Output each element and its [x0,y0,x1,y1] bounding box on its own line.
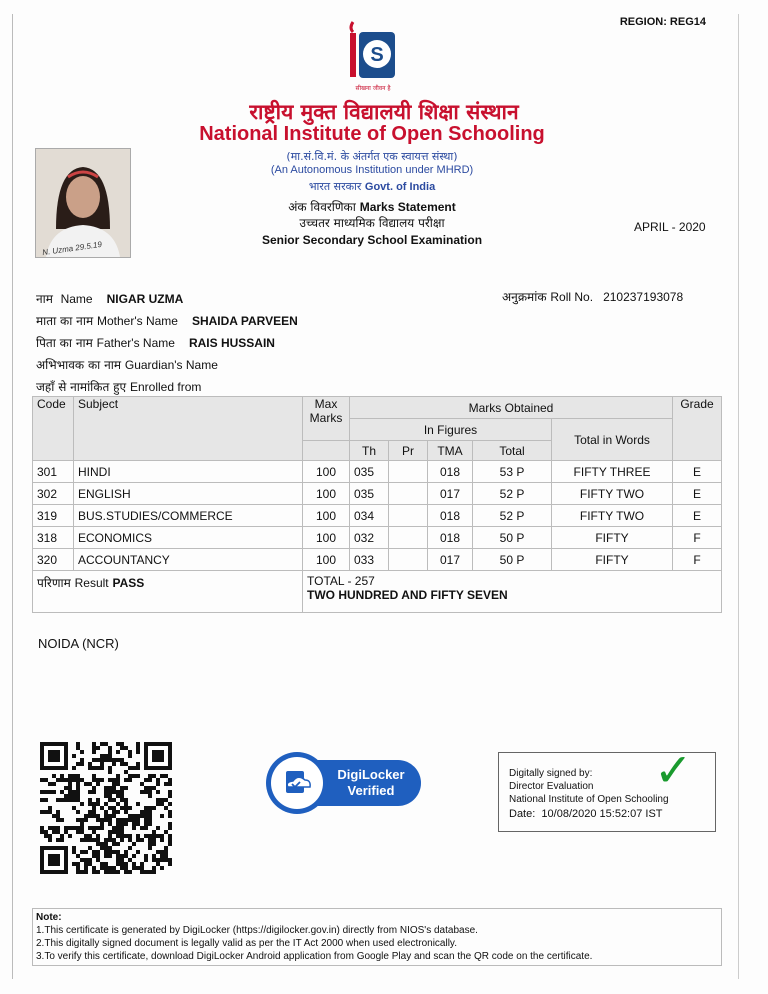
cell-total-words: FIFTY TWO [552,505,673,527]
candidate-photo [35,148,131,258]
cell-max-marks: 100 [303,505,350,527]
photo-signature: N. Uzma 29.5.19 [41,239,103,258]
col-code-header: Code [33,397,74,461]
cell-grade: E [673,483,722,505]
total-marks: TOTAL - 257 [307,574,375,588]
qr-finder-pattern [40,742,68,770]
cell-theory: 032 [350,527,389,549]
cell-max-marks: 100 [303,527,350,549]
col-max-header: Max Marks [303,397,350,441]
exam-session: APRIL - 2020 [634,220,706,234]
result-value: PASS [112,576,145,590]
govt-english: Govt. of India [364,181,436,193]
cell-grade: E [673,505,722,527]
total-cell [303,571,722,613]
photo-portrait [36,149,130,257]
cell-max-marks: 100 [303,483,350,505]
mother-name: SHAIDA PARVEEN [191,314,298,328]
signer-title: Director Evaluation [509,781,594,792]
table-row [33,527,722,549]
exam-name-hindi: उच्चतर माध्यमिक विद्यालय परीक्षा [299,216,445,230]
roll-number-row: अनुक्रमांक Roll No. 210237193078 [502,290,684,304]
cell-code: 319 [33,505,74,527]
cell-theory: 035 [350,483,389,505]
cell-total-words: FIFTY TWO [552,483,673,505]
cell-code: 301 [33,461,74,483]
digital-signature-box [498,744,716,832]
cell-total: 50 P [473,549,552,571]
cell-code: 302 [33,483,74,505]
govt-hindi: भारत सरकार [308,180,362,193]
cell-tma: 017 [428,483,473,505]
col-subject-header: Subject [74,397,303,461]
cell-code: 320 [33,549,74,571]
enrolled-from-row: जहाँ से नामांकित हुए Enrolled from [36,380,202,394]
note-item: 1.This certificate is generated by DigiLocker (https://digilocker.gov.in) directly from NIOS's database. [36,925,478,936]
cell-theory: 035 [350,461,389,483]
table-row [33,549,722,571]
qr-code[interactable] [40,742,172,874]
marks-body [33,461,722,571]
total-in-words: TWO HUNDRED AND FIFTY SEVEN [307,588,508,602]
cell-practical [389,483,428,505]
cell-grade: E [673,461,722,483]
institute-subtitle-hindi: (मा.सं.वि.मं. के अंतर्गत एक स्वायत्त संस्था) [286,150,458,163]
institute-subtitle-english: (An Autonomous Institution under MHRD) [270,164,474,176]
cell-code: 318 [33,527,74,549]
place-name: NOIDA (NCR) [38,636,119,651]
father-name: RAIS HUSSAIN [188,336,275,350]
cell-practical [389,461,428,483]
cell-tma: 018 [428,527,473,549]
cell-subject: ENGLISH [74,483,303,505]
col-total-header: Total [473,441,552,461]
marks-table [32,396,722,613]
table-row [33,461,722,483]
note-item: 3.To verify this certificate, download DigiLocker Android application from Google Play and scan the QR code on the certificate. [36,951,593,962]
father-name-row: पिता का नाम Father's Name RAIS HUSSAIN [36,336,275,350]
cell-practical [389,505,428,527]
col-obtained-header: Marks Obtained [350,397,673,419]
candidate-name-row: नाम Name NIGAR UZMA [36,292,184,306]
cell-theory: 033 [350,549,389,571]
table-row [33,483,722,505]
cell-practical [389,527,428,549]
notes-title: Note: [36,912,62,923]
cell-subject: ECONOMICS [74,527,303,549]
digilocker-verified-badge [263,750,423,816]
cell-max-marks: 100 [303,549,350,571]
cell-tma: 018 [428,461,473,483]
nios-logo [345,16,401,94]
candidate-name: NIGAR UZMA [106,292,184,306]
exam-name-english: Senior Secondary School Examination [261,233,483,247]
cell-tma: 018 [428,505,473,527]
institute-name-english: National Institute of Open Schooling [199,123,545,145]
col-tma-header: TMA [428,441,473,461]
cell-max-marks: 100 [303,461,350,483]
roll-number: 210237193078 [603,290,684,304]
statement-english: Marks Statement [359,200,456,214]
qr-finder-pattern [40,846,68,874]
cell-total: 53 P [473,461,552,483]
logo-caption: सीखना जीवन है [355,85,391,92]
cell-tma: 017 [428,549,473,571]
cell-subject: BUS.STUDIES/COMMERCE [74,505,303,527]
note-item: 2.This digitally signed document is legally valid as per the IT Act 2000 when used electronically. [36,938,457,949]
cell-grade: F [673,549,722,571]
notes-box [32,908,722,966]
statement-hindi: अंक विवरणिका [288,200,356,214]
cell-practical [389,549,428,571]
mother-name-row: माता का नाम Mother's Name SHAIDA PARVEEN [36,314,298,328]
signer-org: National Institute of Open Schooling [509,794,669,805]
svg-text:S: S [370,44,384,66]
institute-name-hindi: राष्ट्रीय मुक्त विद्यालयी शिक्षा संस्थान [249,100,519,124]
guardian-name-row: अभिभावक का नाम Guardian's Name [36,358,218,372]
digilocker-text: DigiLocker Verified [337,767,405,798]
table-row [33,505,722,527]
cell-total: 52 P [473,505,552,527]
cell-total-words: FIFTY [552,549,673,571]
region-code: REGION: REG14 [619,16,706,28]
cell-total-words: FIFTY [552,527,673,549]
cell-total-words: FIFTY THREE [552,461,673,483]
cell-subject: HINDI [74,461,303,483]
col-pr-header: Pr [389,441,428,461]
col-th-header: Th [350,441,389,461]
result-cell: परिणाम Result PASS [33,571,303,613]
signature-date: Date: 10/08/2020 15:52:07 IST [509,808,663,820]
col-grade-header: Grade [673,397,722,461]
cell-total: 50 P [473,527,552,549]
signed-by-label: Digitally signed by: [509,768,593,779]
col-words-header: Total in Words [552,419,673,461]
cell-grade: F [673,527,722,549]
qr-finder-pattern [144,742,172,770]
cell-total: 52 P [473,483,552,505]
col-figures-header: In Figures [350,419,552,441]
cell-subject: ACCOUNTANCY [74,549,303,571]
checkmark-icon: ✓ [654,744,693,796]
cell-theory: 034 [350,505,389,527]
